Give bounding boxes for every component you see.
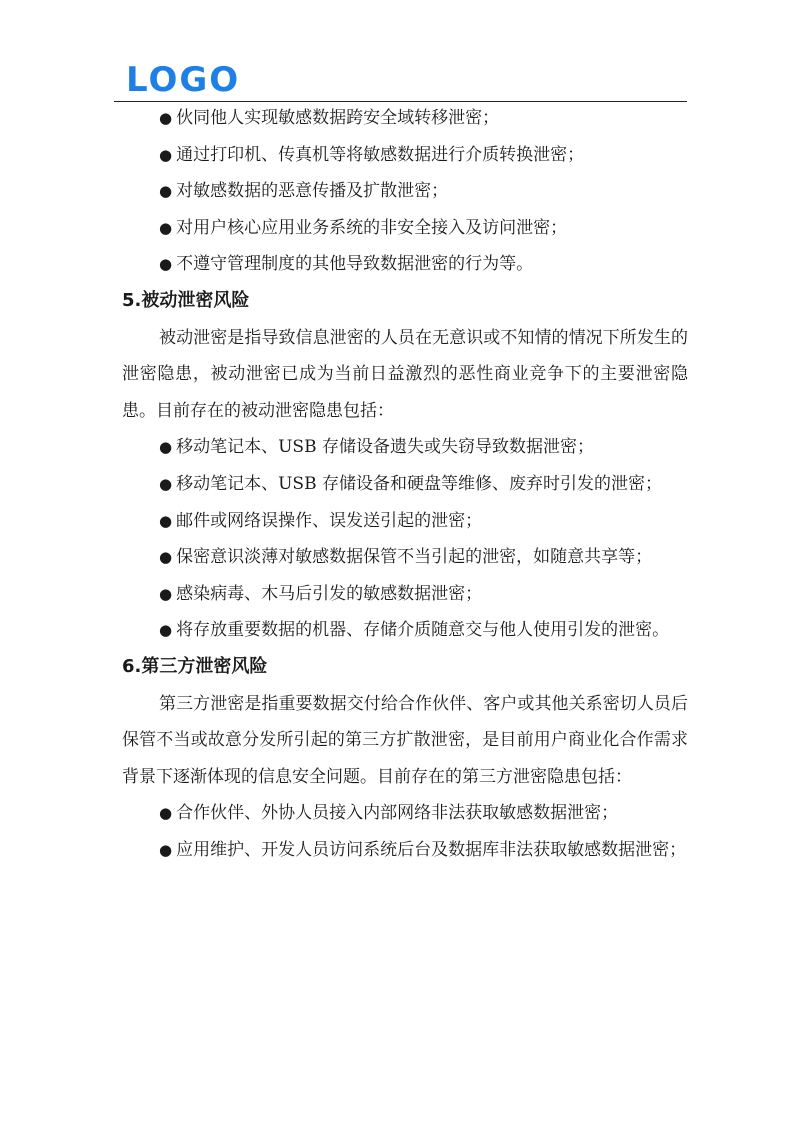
list-item: ● 通过打印机、传真机等将敏感数据进行介质转换泄密； (159, 144, 585, 165)
bullet-icon: ● (159, 840, 173, 859)
bullet-icon: ● (159, 548, 173, 567)
list-item: ● 将存放重要数据的机器、存储介质随意交与他人使用引发的泄密。 (159, 620, 670, 641)
list-item: ● 伙同他人实现敏感数据跨安全域转移泄密； (159, 108, 500, 128)
bullet-icon: ● (159, 804, 173, 823)
section-heading: 6.第三方泄密风险 (122, 655, 268, 677)
bullet-icon: ● (159, 511, 173, 530)
list-item: ● 移动笔记本、USB 存储设备遗失或失窃导致数据泄密； (159, 437, 594, 458)
list-item: ● 邮件或网络误操作、误发送引起的泄密； (159, 510, 483, 531)
bullet-icon: ● (159, 109, 173, 127)
bullet-icon: ● (159, 218, 173, 237)
document-body (122, 100, 688, 868)
bullet-icon: ● (159, 584, 173, 603)
list-item: ● 不遵守管理制度的其他导致数据泄密的行为等。 (159, 254, 534, 275)
paragraph: 被动泄密是指导致信息泄密的人员在无意识或不知情的情况下所发生的泄密隐患，被动泄密已成为当前日益激烈的恶性商业竞争下的主要泄密隐患。目前存在的被动泄密隐患包括： (122, 327, 688, 421)
bullet-icon: ● (159, 255, 173, 274)
bullet-icon: ● (159, 621, 173, 640)
bullet-icon: ● (159, 145, 173, 164)
section-heading: 5.被动泄密风险 (122, 289, 250, 311)
list-item: ● 感染病毒、木马后引发的敏感数据泄密； (159, 583, 483, 604)
list-item: ● 对用户核心应用业务系统的非安全接入及访问泄密； (159, 217, 568, 238)
list-item: ● 移动笔记本、USB 存储设备和硬盘等维修、废弃时引发的泄密； (159, 473, 662, 494)
list-item: ● 保密意识淡薄对敏感数据保管不当引起的泄密，如随意共享等； (159, 547, 653, 568)
list-item: ● 合作伙伴、外协人员接入内部网络非法获取敏感数据泄密； (159, 803, 619, 824)
logo: LOGO (126, 60, 241, 100)
list-item: ● 对敏感数据的恶意传播及扩散泄密； (159, 181, 449, 202)
list-item: ● 应用维护、开发人员访问系统后台及数据库非法获取敏感数据泄密； (159, 839, 687, 860)
bullet-icon: ● (159, 438, 173, 457)
paragraph: 第三方泄密是指重要数据交付给合作伙伴、客户或其他关系密切人员后保管不当或故意分发所引起的第三方扩散泄密，是目前用户商业化合作需求背景下逐渐体现的信息安全问题。目前存在的第三方泄密隐患包括： (122, 693, 688, 787)
bullet-icon: ● (159, 474, 173, 493)
bullet-icon: ● (159, 182, 173, 201)
